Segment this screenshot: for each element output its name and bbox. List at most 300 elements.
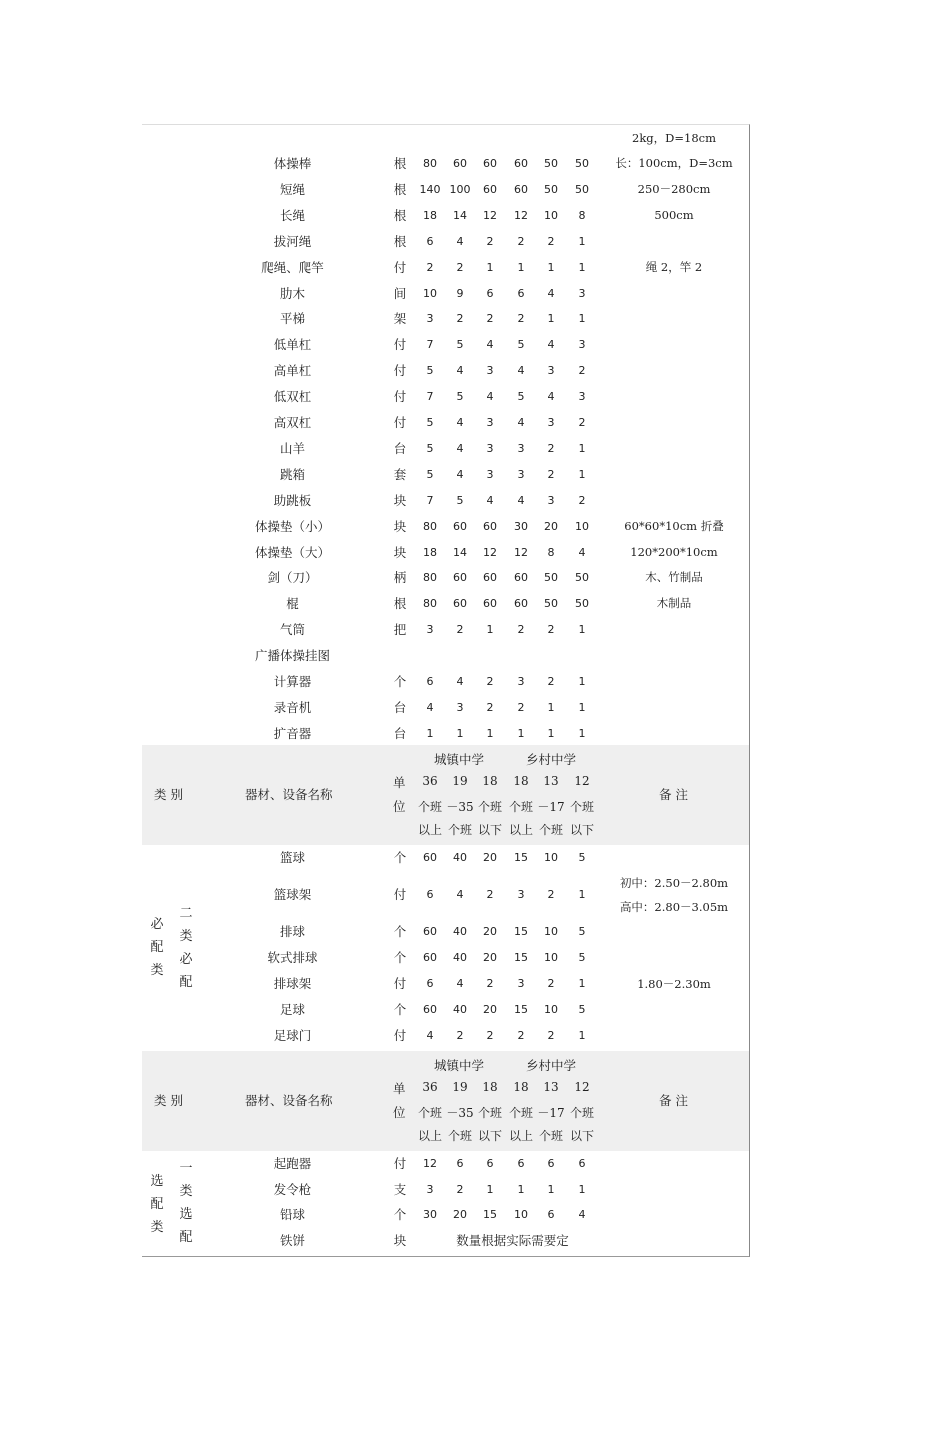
item-quantity: 6: [426, 888, 434, 901]
header-class-range: 个班: [508, 799, 533, 814]
item-quantity: 4: [456, 441, 464, 455]
item-quantity: 4: [456, 888, 464, 901]
table-row: [142, 1151, 749, 1177]
item-quantity: 60: [483, 597, 497, 611]
item-quantity: 40: [453, 925, 467, 938]
item-unit: 根: [393, 207, 407, 223]
item-unit: 付: [393, 389, 407, 405]
item-quantity: 80: [423, 519, 437, 533]
item-name: 篮球架: [273, 887, 312, 902]
item-unit: 台: [393, 440, 407, 456]
item-unit: 块: [393, 544, 407, 560]
item-quantity: 6: [578, 1157, 586, 1170]
item-quantity: 1: [578, 1182, 586, 1196]
item-quantity: 60: [514, 157, 528, 170]
item-quantity: 2: [456, 623, 464, 637]
item-quantity: 4: [456, 675, 464, 688]
item-quantity: 2: [578, 416, 586, 429]
item-quantity: 12: [483, 545, 497, 559]
item-unit: 柄: [393, 570, 407, 586]
header-category: 类 别: [154, 1093, 183, 1108]
item-unit: 架: [393, 311, 407, 327]
item-quantity: 4: [456, 977, 464, 990]
item-quantity: 6: [486, 286, 494, 300]
header-class-range: 以上: [508, 823, 533, 837]
item-name: 助跳板: [273, 492, 312, 508]
item-name: 广播体操挂图: [254, 648, 330, 664]
item-quantity: 6: [426, 675, 434, 688]
subcategory-label: 二: [179, 906, 193, 921]
item-quantity: 15: [514, 951, 528, 964]
item-quantity: 2: [547, 888, 555, 901]
category-label: 配: [150, 1197, 164, 1212]
item-quantity: 2: [547, 675, 555, 688]
item-unit: 套: [393, 466, 407, 482]
item-name: 体操棒: [273, 156, 312, 171]
item-quantity: 5: [426, 364, 434, 378]
item-quantity: 12: [514, 545, 528, 559]
table-section-required: [142, 845, 749, 1051]
header-class-range: 个班: [477, 1105, 502, 1120]
item-quantity: 60: [483, 157, 497, 170]
item-quantity: 5: [456, 390, 464, 404]
table-row: [142, 617, 749, 643]
item-unit: 个: [393, 1002, 407, 1017]
table-row: [142, 177, 749, 203]
item-quantity: 5: [517, 338, 525, 352]
item-quantity: 60: [483, 182, 497, 196]
item-name: 棍: [286, 596, 299, 612]
item-quantity: 20: [453, 1208, 467, 1221]
header-class-range: 18: [482, 774, 498, 788]
item-quantity: 60: [423, 851, 437, 864]
item-quantity: 2: [486, 1029, 494, 1042]
item-unit: 根: [393, 156, 407, 171]
table-row: [142, 997, 749, 1023]
item-quantity: 2: [486, 888, 494, 901]
item-quantity: 4: [456, 234, 464, 248]
table-row: [142, 871, 749, 919]
item-quantity: 2: [578, 493, 586, 507]
table-row: [142, 971, 749, 997]
header-class-range: 36: [422, 1080, 438, 1094]
item-quantity: 2: [547, 441, 555, 455]
item-note: 初中：2.50－2.80m: [619, 876, 729, 890]
item-quantity: 3: [486, 416, 494, 429]
item-quantity: 40: [453, 851, 467, 864]
item-quantity: 40: [453, 1003, 467, 1016]
header-village: 乡村中学: [526, 752, 577, 767]
item-quantity: 3: [517, 441, 525, 455]
item-quantity: 4: [578, 545, 586, 559]
item-quantity: 1: [578, 977, 586, 990]
header-class-range: 以上: [417, 1129, 442, 1143]
item-quantity: 60: [453, 519, 467, 533]
item-name: 爬绳、爬竿: [261, 259, 324, 275]
item-quantity: 2: [517, 312, 525, 326]
item-quantity: 60: [453, 571, 467, 585]
item-note: 绳 2，竿 2: [645, 259, 703, 274]
item-quantity: 2: [486, 234, 494, 248]
item-quantity: 80: [423, 157, 437, 170]
item-quantity: 1: [547, 1182, 555, 1196]
item-quantity: 4: [486, 493, 494, 507]
header-class-range: 以下: [477, 823, 502, 837]
item-quantity: 5: [456, 338, 464, 352]
item-name: 长绳: [279, 207, 305, 223]
item-quantity: 3: [486, 364, 494, 378]
table-row: [142, 721, 749, 747]
header-class-range: 个班: [538, 1129, 563, 1143]
item-name: 短绳: [279, 181, 305, 197]
table-row: [142, 203, 749, 229]
item-quantity: 7: [426, 338, 434, 352]
item-unit: 付: [393, 415, 407, 430]
item-quantity: 3: [578, 286, 586, 300]
header-class-range: 以上: [508, 1129, 533, 1143]
item-quantity: 4: [426, 1029, 434, 1042]
item-quantity: 30: [423, 1208, 437, 1221]
header-class-range: 19: [452, 774, 468, 788]
header-class-range: 18: [482, 1080, 498, 1094]
item-note: 木制品: [656, 596, 692, 611]
item-quantity: 3: [517, 888, 525, 901]
item-quantity: 5: [426, 416, 434, 429]
item-quantity: 2: [547, 977, 555, 990]
item-quantity: 18: [423, 545, 437, 559]
item-quantity: 3: [426, 312, 434, 326]
item-quantity: 1: [578, 675, 586, 688]
item-quantity: 1: [578, 726, 586, 740]
header-town: 城镇中学: [434, 1058, 485, 1073]
item-name: 平梯: [279, 311, 305, 327]
item-quantity: 10: [423, 286, 437, 300]
item-quantity: 1: [486, 726, 494, 740]
subcategory-label: 类: [179, 1184, 193, 1199]
category-label: 选: [150, 1174, 164, 1189]
item-name: 跳箱: [279, 466, 305, 482]
item-name: 低单杠: [273, 337, 312, 353]
table-row: [142, 1202, 749, 1228]
item-quantity: 6: [547, 1157, 555, 1170]
table-row: [142, 462, 749, 488]
header-class-range: 12: [574, 774, 590, 788]
item-quantity: 18: [423, 208, 437, 222]
item-quantity: 7: [426, 390, 434, 404]
category-label: 类: [150, 1220, 164, 1235]
item-quantity: 1: [547, 726, 555, 740]
item-quantity: 2: [547, 623, 555, 637]
item-name: 高双杠: [273, 415, 312, 430]
item-quantity: 1: [517, 260, 525, 274]
header-class-range: －17: [537, 799, 565, 814]
table-row: [142, 669, 749, 695]
item-unit: 根: [393, 181, 407, 197]
item-unit: 支: [393, 1181, 407, 1197]
item-unit: 个: [393, 674, 407, 689]
table-row: [142, 643, 749, 669]
item-quantity: 5: [456, 493, 464, 507]
item-quantity: 2: [547, 1029, 555, 1042]
subcategory-label: 类: [179, 929, 193, 944]
item-quantity: 3: [486, 441, 494, 455]
item-quantity: 8: [578, 208, 586, 222]
subcategory-label: 配: [179, 1230, 193, 1245]
item-note: 120*200*10cm: [630, 544, 718, 559]
header-equipment: 器材、设备名称: [245, 1093, 333, 1108]
item-quantity: 60: [483, 519, 497, 533]
item-quantity: 1: [486, 1182, 494, 1196]
item-quantity: 6: [426, 234, 434, 248]
item-quantity: 5: [578, 1003, 586, 1016]
item-quantity: 3: [578, 338, 586, 352]
item-quantity: 1: [578, 234, 586, 248]
item-quantity: 12: [514, 208, 528, 222]
item-quantity: 7: [426, 493, 434, 507]
table-row: [142, 845, 749, 871]
table-row: [142, 1228, 749, 1254]
item-quantity: 5: [426, 441, 434, 455]
item-quantity: 15: [514, 925, 528, 938]
item-quantity: 1: [578, 312, 586, 326]
table-row: [142, 281, 749, 307]
item-quantity: 3: [426, 623, 434, 637]
equipment-table: [142, 124, 750, 1257]
item-name: 体操垫（大）: [254, 544, 330, 560]
item-quantity: 50: [575, 182, 589, 196]
item-quantity: 1: [578, 1029, 586, 1042]
item-quantity: 50: [575, 157, 589, 170]
item-quantity: 140: [419, 182, 441, 196]
item-quantity: 40: [453, 951, 467, 964]
header-class-range: 19: [452, 1080, 468, 1094]
item-unit: 付: [393, 363, 407, 379]
item-quantity: 3: [578, 390, 586, 404]
table-row: [142, 255, 749, 281]
item-quantity: 1: [547, 700, 555, 714]
item-quantity: 50: [575, 571, 589, 585]
table-row: [142, 436, 749, 462]
item-name: 起跑器: [273, 1156, 312, 1171]
item-name: 计算器: [273, 674, 312, 689]
table-row: [142, 565, 749, 591]
item-quantity: 10: [514, 1208, 528, 1221]
item-quantity: 5: [426, 467, 434, 481]
item-unit: 个: [393, 850, 407, 865]
item-quantity: 1: [517, 726, 525, 740]
item-unit: 块: [393, 1232, 407, 1248]
item-unit: 个: [393, 924, 407, 939]
subcategory-label: 必: [179, 952, 193, 967]
item-quantity: 8: [547, 545, 555, 559]
item-unit: 块: [393, 518, 407, 534]
item-quantity: 5: [578, 925, 586, 938]
item-quantity: 4: [456, 467, 464, 481]
item-quantity: 1: [456, 726, 464, 740]
item-quantity: 60: [514, 182, 528, 196]
item-quantity: 4: [456, 416, 464, 429]
header-class-range: －17: [537, 1105, 565, 1120]
item-quantity: 30: [514, 519, 528, 533]
header-class-range: 13: [543, 1080, 559, 1094]
subcategory-label: 选: [179, 1207, 193, 1222]
item-name: 肋木: [279, 285, 305, 301]
item-quantity: 6: [517, 286, 525, 300]
header-class-range: －35: [446, 1105, 474, 1120]
header-class-range: 18: [513, 774, 529, 788]
item-quantity: 2: [456, 260, 464, 274]
header-class-range: 18: [513, 1080, 529, 1094]
item-quantity: 5: [517, 390, 525, 404]
category-label: 配: [150, 940, 164, 955]
table-row: [142, 695, 749, 721]
item-quantity: 3: [517, 675, 525, 688]
header-class-range: 个班: [447, 823, 472, 837]
item-quantity: 60: [423, 1003, 437, 1016]
item-quantity: 2: [517, 700, 525, 714]
header-class-range: 12: [574, 1080, 590, 1094]
item-name: 高单杠: [273, 363, 312, 379]
item-quantity: 6: [517, 1157, 525, 1170]
item-name: 软式排球: [267, 950, 318, 965]
header-unit: 单: [393, 1081, 406, 1096]
item-note: 60*60*10cm 折叠: [624, 518, 724, 533]
item-quantity: 60: [453, 597, 467, 611]
header-class-range: 个班: [569, 1105, 594, 1120]
table-row: [142, 945, 749, 971]
table-row: [142, 1177, 749, 1203]
item-quantity: 4: [547, 286, 555, 300]
item-quantity: 50: [575, 597, 589, 611]
item-name: 排球架: [273, 976, 312, 991]
header-note: 备 注: [659, 1093, 688, 1108]
item-quantity: 3: [547, 493, 555, 507]
item-quantity: 4: [517, 493, 525, 507]
item-unit: 块: [393, 492, 407, 508]
header-class-range: 以下: [569, 823, 594, 837]
item-unit: 付: [393, 1156, 407, 1171]
header-class-range: 个班: [417, 799, 442, 814]
item-quantity: 15: [514, 1003, 528, 1016]
table-header: [142, 1051, 749, 1151]
item-name: 扩音器: [273, 725, 312, 741]
item-quantity: 3: [517, 467, 525, 481]
item-quantity: 2: [486, 977, 494, 990]
item-name: 铁饼: [279, 1232, 305, 1248]
item-unit: 间: [393, 285, 407, 301]
header-class-range: 个班: [447, 1129, 472, 1143]
item-quantity: 6: [486, 1157, 494, 1170]
item-note: 高中：2.80－3.05m: [619, 900, 729, 914]
item-unit: 根: [393, 596, 407, 612]
item-name: 发令枪: [273, 1181, 312, 1197]
item-quantity: 3: [456, 700, 464, 714]
item-quantity: 1: [486, 260, 494, 274]
item-quantity: 60: [423, 925, 437, 938]
subcategory-label: 一: [179, 1161, 193, 1176]
table-row: [142, 384, 749, 410]
header-unit: 位: [393, 799, 406, 814]
item-quantity: 14: [453, 208, 467, 222]
item-quantity: 2: [517, 234, 525, 248]
item-quantity: 4: [578, 1208, 586, 1221]
item-name: 足球: [279, 1002, 305, 1017]
item-quantity: 1: [547, 312, 555, 326]
table-row: [142, 919, 749, 945]
item-quantity: 1: [517, 1182, 525, 1196]
item-quantity: 2: [486, 675, 494, 688]
item-name: 拔河绳: [273, 233, 312, 249]
item-quantity: 10: [575, 519, 589, 533]
table-section-optional: [142, 1151, 749, 1256]
item-quantity: 2: [578, 364, 586, 378]
item-quantity: 6: [456, 1157, 464, 1170]
item-quantity: 2: [547, 234, 555, 248]
item-note: 木、竹制品: [645, 570, 703, 585]
item-unit: 付: [393, 1028, 407, 1043]
item-name: 铅球: [279, 1207, 305, 1222]
item-quantity: 14: [453, 545, 467, 559]
item-name: 气筒: [279, 622, 305, 638]
table-row: [142, 410, 749, 436]
item-quantity: 1: [578, 467, 586, 481]
item-quantity: 10: [544, 851, 558, 864]
header-class-range: 个班: [477, 799, 502, 814]
item-name: 体操垫（小）: [254, 518, 330, 534]
item-name: 足球门: [273, 1028, 312, 1043]
item-quantity: 4: [456, 364, 464, 378]
item-unit: 台: [393, 725, 407, 741]
item-unit: 付: [393, 337, 407, 353]
item-name: 剑（刀）: [267, 570, 318, 586]
item-quantity: 10: [544, 925, 558, 938]
item-quantity: 10: [544, 208, 558, 222]
item-name: 低双杠: [273, 389, 312, 405]
item-unit: 台: [393, 699, 407, 715]
table-row: [142, 358, 749, 384]
item-quantity: 3: [426, 1182, 434, 1196]
header-village: 乡村中学: [526, 1058, 577, 1073]
item-quantity: 1: [426, 726, 434, 740]
header-category: 类 别: [154, 787, 183, 802]
item-unit: 付: [393, 259, 407, 275]
header-unit: 单: [393, 775, 406, 790]
item-quantity: 4: [547, 338, 555, 352]
item-quantity: 2: [456, 1182, 464, 1196]
header-class-range: 个班: [417, 1105, 442, 1120]
item-quantity: 50: [544, 571, 558, 585]
item-quantity: 2: [486, 700, 494, 714]
subcategory-label: 配: [179, 975, 193, 990]
header-equipment: 器材、设备名称: [245, 787, 333, 802]
item-quantity: 2: [426, 260, 434, 274]
item-quantity: 60: [423, 951, 437, 964]
item-quantity: 3: [517, 977, 525, 990]
table-row: [142, 125, 749, 151]
header-unit: 位: [393, 1105, 406, 1120]
item-quantity: 50: [544, 157, 558, 170]
item-note: 250－280cm: [637, 181, 711, 196]
table-row: [142, 306, 749, 332]
item-quantity: 20: [483, 851, 497, 864]
item-quantity: 5: [578, 951, 586, 964]
table-row: [142, 591, 749, 617]
item-quantity: 20: [483, 951, 497, 964]
item-quantity: 4: [517, 364, 525, 378]
header-class-range: －35: [446, 799, 474, 814]
header-class-range: 以下: [477, 1129, 502, 1143]
table-header: [142, 745, 749, 845]
